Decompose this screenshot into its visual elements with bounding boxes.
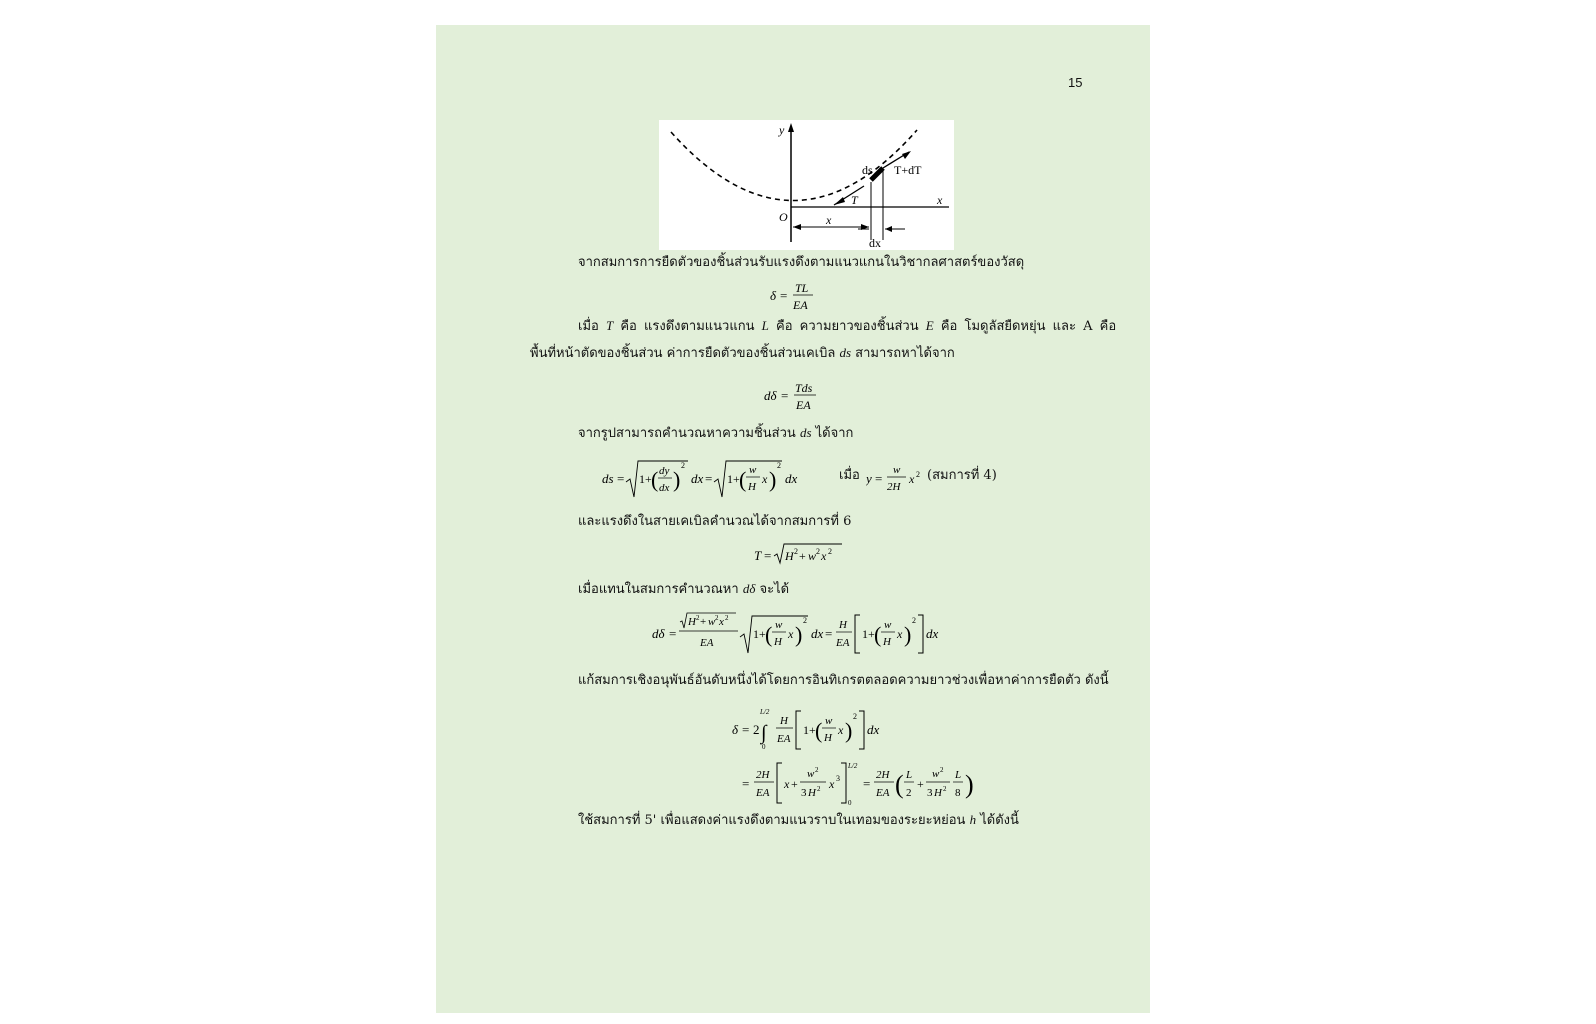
svg-text:∫: ∫ bbox=[761, 722, 767, 744]
label-origin: O bbox=[779, 210, 788, 224]
svg-text:L: L bbox=[906, 769, 913, 781]
svg-text:H: H bbox=[774, 636, 782, 648]
svg-text:2: 2 bbox=[940, 766, 944, 774]
label-y: y bbox=[779, 123, 785, 137]
svg-text:EA: EA bbox=[700, 637, 714, 649]
svg-text:8: 8 bbox=[955, 787, 961, 799]
paragraph-1: จากสมการการยืดตัวของชิ้นส่วนรับแรงดึงตามแนวแกนในวิชากลศาสตร์ของวัสดุ bbox=[578, 255, 1025, 270]
svg-text:w: w bbox=[808, 549, 817, 563]
svg-text:=: = bbox=[742, 776, 750, 791]
svg-text:1+: 1+ bbox=[803, 723, 816, 737]
equation-y bbox=[866, 459, 926, 503]
svg-text:EA: EA bbox=[876, 787, 890, 799]
condition-text: เมื่อ bbox=[839, 468, 860, 483]
svg-text:=: = bbox=[780, 288, 788, 303]
svg-text:L/2: L/2 bbox=[848, 762, 858, 770]
svg-text:H: H bbox=[934, 787, 942, 799]
svg-text:dδ: dδ bbox=[652, 626, 665, 641]
paragraph-4: จากรูปสามารถคำนวณหาความชิ้นส่วน ds ได้จาก bbox=[578, 425, 854, 441]
paragraph-3: พื้นที่หน้าตัดของชิ้นส่วน ค่าการยืดตัวของชิ้นส่วนเคเบิล ds สามารถหาได้จาก bbox=[530, 345, 955, 361]
svg-text:w: w bbox=[749, 464, 757, 476]
svg-text:x: x bbox=[821, 549, 827, 563]
svg-text:dx: dx bbox=[867, 722, 880, 737]
svg-text:TL: TL bbox=[795, 281, 809, 295]
page-number: 15 bbox=[1068, 75, 1083, 90]
svg-text:(: ( bbox=[874, 622, 882, 647]
svg-text:H: H bbox=[839, 619, 847, 631]
svg-text:w: w bbox=[825, 715, 833, 727]
equation-delta-result bbox=[742, 759, 982, 813]
svg-text:y: y bbox=[866, 471, 872, 486]
svg-text:(: ( bbox=[651, 467, 659, 492]
svg-text:+: + bbox=[799, 549, 806, 563]
svg-text:): ) bbox=[965, 770, 974, 799]
svg-text:x: x bbox=[788, 627, 794, 641]
svg-text:x: x bbox=[719, 616, 724, 628]
label-x-dimension: x bbox=[826, 213, 832, 227]
svg-text:): ) bbox=[769, 467, 777, 492]
paragraph-8: แก้สมการเชิงอนุพันธ์อันดับหนึ่งได้โดยการอินทิเกรตตลอดความยาวช่วงเพื่อหาค่าการยืดตัว ดังนี้ bbox=[578, 673, 1109, 688]
svg-text:2: 2 bbox=[817, 785, 821, 793]
svg-text:w: w bbox=[708, 616, 716, 628]
svg-text:dy: dy bbox=[659, 465, 670, 477]
svg-text:2: 2 bbox=[816, 547, 820, 556]
paragraph-9: ใช้สมการที่ 5' เพื่อแสดงค่าแรงดึงตามแนวราบในเทอมของระยะหย่อน h ได้ดังนี้ bbox=[578, 812, 1019, 828]
svg-text:): ) bbox=[845, 718, 853, 743]
equation-reference: (สมการที่ 4) bbox=[927, 468, 997, 483]
label-dx: dx bbox=[869, 236, 881, 250]
svg-text:w: w bbox=[884, 619, 892, 631]
svg-text:Tds: Tds bbox=[795, 381, 813, 395]
svg-text:=: = bbox=[617, 471, 625, 486]
svg-text:=: = bbox=[764, 548, 772, 563]
svg-text:dx: dx bbox=[811, 626, 824, 641]
equation-d-delta-expanded bbox=[652, 611, 952, 661]
equation-tension bbox=[754, 541, 854, 571]
svg-text:x: x bbox=[909, 472, 915, 486]
svg-text:=: = bbox=[863, 776, 871, 791]
svg-text:+: + bbox=[917, 777, 924, 791]
svg-text:=: = bbox=[669, 626, 677, 641]
svg-text:(: ( bbox=[739, 467, 747, 492]
svg-text:0: 0 bbox=[762, 743, 766, 751]
svg-text:H: H bbox=[824, 732, 832, 744]
equation-delta-integral bbox=[732, 705, 882, 757]
paragraph-2: เมื่อ T คือ แรงดึงตามแนวแกน L คือ ความยาวของชิ้นส่วน E คือ โมดูลัสยืดหยุ่น และ A คือ bbox=[578, 318, 1117, 334]
cable-diagram bbox=[659, 120, 954, 250]
cable-figure bbox=[659, 120, 954, 250]
svg-text:3: 3 bbox=[801, 787, 807, 799]
svg-text:dδ: dδ bbox=[764, 388, 777, 403]
label-x-axis: x bbox=[937, 193, 943, 207]
svg-text:H: H bbox=[785, 549, 794, 563]
svg-text:2: 2 bbox=[696, 614, 700, 622]
svg-text:dx: dx bbox=[926, 626, 939, 641]
svg-text:): ) bbox=[795, 622, 803, 647]
svg-text:w: w bbox=[932, 768, 940, 780]
svg-text:x: x bbox=[897, 627, 903, 641]
svg-text:EA: EA bbox=[836, 637, 850, 649]
svg-text:L: L bbox=[955, 769, 962, 781]
equation-d-delta bbox=[764, 378, 824, 418]
svg-text:dx: dx bbox=[785, 471, 798, 486]
svg-text:): ) bbox=[673, 467, 681, 492]
svg-text:2: 2 bbox=[815, 766, 819, 774]
svg-text:1+: 1+ bbox=[753, 627, 766, 641]
equation-delta bbox=[770, 278, 820, 318]
svg-text:3: 3 bbox=[927, 787, 933, 799]
svg-text:): ) bbox=[904, 622, 912, 647]
svg-text:2H: 2H bbox=[756, 769, 770, 781]
svg-text:dx: dx bbox=[659, 482, 670, 494]
svg-text:=: = bbox=[705, 471, 713, 486]
svg-text:(: ( bbox=[895, 770, 904, 799]
svg-text:(: ( bbox=[815, 718, 823, 743]
svg-text:2: 2 bbox=[681, 461, 685, 470]
svg-text:w: w bbox=[807, 768, 815, 780]
paragraph-7: เมื่อแทนในสมการคำนวณหา dδ จะได้ bbox=[578, 581, 790, 597]
svg-text:ds: ds bbox=[602, 471, 614, 486]
label-T-plus-dT: T+dT bbox=[894, 163, 922, 177]
svg-text:2: 2 bbox=[715, 614, 719, 622]
svg-text:H: H bbox=[780, 715, 788, 727]
svg-text:δ: δ bbox=[732, 722, 739, 737]
svg-text:x: x bbox=[784, 777, 790, 791]
svg-text:2: 2 bbox=[803, 616, 807, 625]
svg-text:2H: 2H bbox=[887, 481, 901, 493]
svg-text:x: x bbox=[762, 472, 768, 486]
svg-text:=: = bbox=[742, 722, 750, 737]
svg-text:=: = bbox=[825, 626, 833, 641]
svg-text:EA: EA bbox=[796, 398, 811, 412]
svg-text:H: H bbox=[688, 616, 696, 628]
svg-text:H: H bbox=[808, 787, 816, 799]
label-T: T bbox=[851, 193, 858, 207]
label-ds: ds bbox=[862, 163, 873, 177]
svg-text:EA: EA bbox=[793, 298, 808, 312]
svg-text:+: + bbox=[700, 616, 707, 628]
svg-text:2: 2 bbox=[912, 616, 916, 625]
svg-text:H: H bbox=[883, 636, 891, 648]
svg-text:=: = bbox=[781, 388, 789, 403]
svg-text:w: w bbox=[775, 619, 783, 631]
svg-text:EA: EA bbox=[777, 733, 791, 745]
svg-text:2: 2 bbox=[943, 785, 947, 793]
svg-text:2: 2 bbox=[828, 547, 832, 556]
svg-text:L/2: L/2 bbox=[760, 708, 770, 716]
svg-text:dx: dx bbox=[691, 471, 704, 486]
svg-text:2: 2 bbox=[777, 461, 781, 470]
svg-text:2: 2 bbox=[853, 712, 857, 721]
svg-text:2: 2 bbox=[916, 470, 920, 479]
svg-text:x: x bbox=[829, 777, 835, 791]
svg-text:δ: δ bbox=[770, 288, 777, 303]
svg-text:1+: 1+ bbox=[862, 627, 875, 641]
svg-text:w: w bbox=[893, 464, 901, 476]
svg-text:=: = bbox=[875, 471, 883, 486]
svg-text:2: 2 bbox=[753, 722, 760, 737]
svg-text:2: 2 bbox=[725, 614, 729, 622]
equation-ds bbox=[602, 457, 812, 505]
svg-text:2H: 2H bbox=[876, 769, 890, 781]
svg-text:0: 0 bbox=[848, 799, 852, 807]
svg-text:x: x bbox=[838, 723, 844, 737]
svg-text:+: + bbox=[791, 777, 798, 791]
svg-text:H: H bbox=[748, 481, 756, 493]
svg-text:2: 2 bbox=[794, 547, 798, 556]
svg-text:3: 3 bbox=[836, 774, 840, 783]
svg-text:T: T bbox=[754, 548, 762, 563]
svg-text:1+: 1+ bbox=[727, 472, 740, 486]
document-page bbox=[436, 25, 1150, 1013]
paragraph-6: และแรงดึงในสายเคเบิลคำนวณได้จากสมการที่ 6 bbox=[578, 514, 852, 529]
svg-text:1+: 1+ bbox=[639, 472, 652, 486]
svg-text:2: 2 bbox=[906, 787, 912, 799]
svg-text:EA: EA bbox=[756, 787, 770, 799]
svg-text:(: ( bbox=[765, 622, 773, 647]
